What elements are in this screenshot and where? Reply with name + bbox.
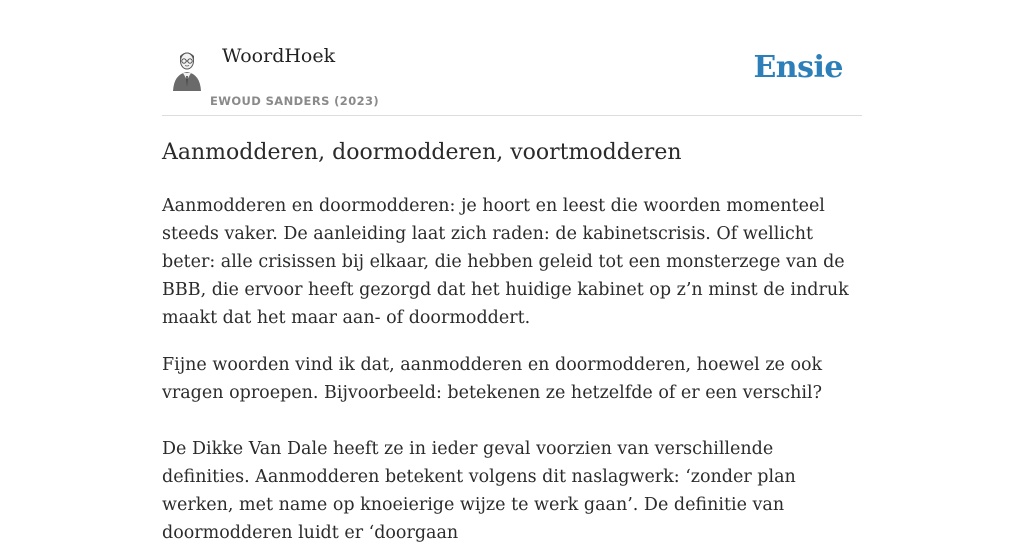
article-title: Aanmodderen, doormodderen, voortmodderen <box>162 140 682 165</box>
article-paragraph: Aanmodderen en doormodderen: je hoort en leest die woorden momenteel steeds vaker. De aanleiding laat zich raden: de kabinetscrisis. Of wellicht beter: alle crisissen bij elkaar, die hebben geleid tot een monsterzege van de BBB, die ervoor heeft gezorgd dat het huidige kabinet op z’n minst de indruk maakt dat het maar aan- of doormoddert. <box>162 196 849 328</box>
ensie-logo[interactable]: Ensie <box>753 50 843 85</box>
article-paragraph: De Dikke Van Dale heeft ze in ieder geval voorzien van verschillende definities. Aanmodderen betekent volgens dit naslagwerk: ‘zonder plan werken, met name op knoeierige wijze te werk gaan’. De definitie van doormodderen luidt er ‘doorgaan <box>162 439 796 543</box>
header-divider <box>162 115 862 116</box>
author-portrait-icon <box>170 47 204 91</box>
page <box>162 0 862 543</box>
author-label[interactable]: EWOUD SANDERS (2023) <box>210 94 380 108</box>
article-paragraph: Fijne woorden vind ik dat, aanmodderen en doormodderen, hoewel ze ook vragen oproepen. Bijvoorbeeld: betekenen ze hetzelfde of er een verschil? <box>162 355 823 403</box>
blog-name[interactable]: WoordHoek <box>222 45 336 67</box>
